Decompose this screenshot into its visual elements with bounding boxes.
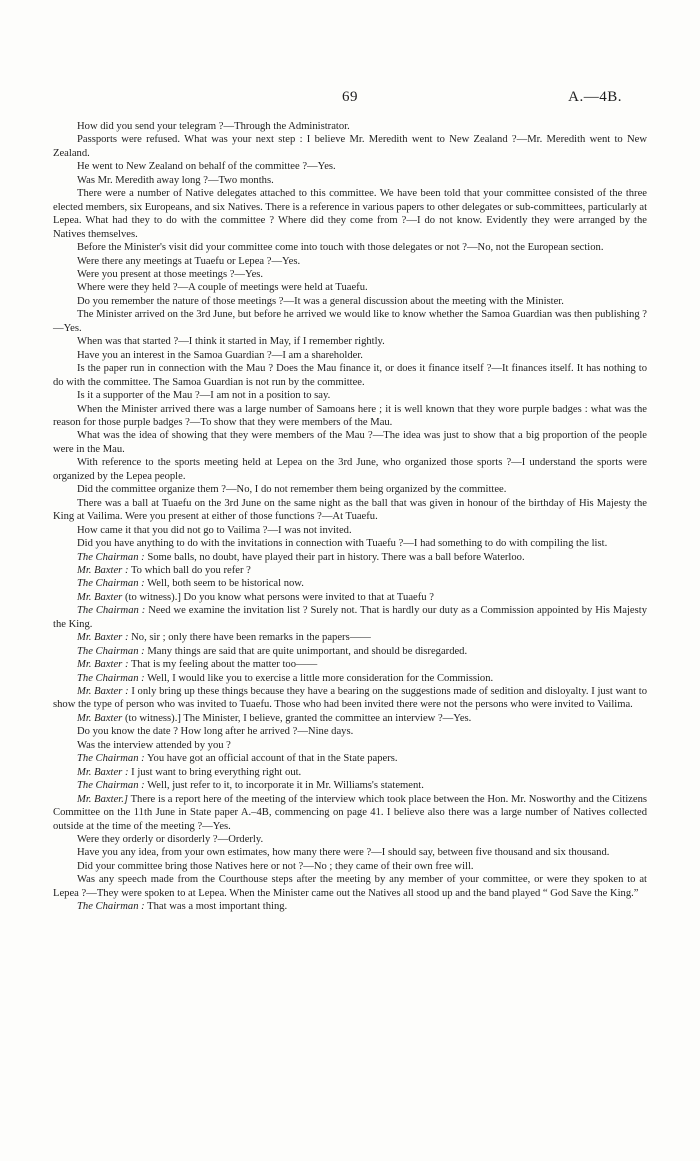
speaker-label: The Chairman : — [77, 672, 145, 684]
paragraph — [53, 779, 647, 792]
speaker-label: Mr. Baxter — [77, 591, 123, 603]
paragraph-text: No, sir ; only there have been remarks in the papers—— — [131, 632, 371, 644]
speaker-label: The Chairman : — [77, 901, 145, 913]
paragraph — [53, 160, 647, 173]
paragraph-text: I just want to bring everything right out. — [131, 766, 302, 778]
paragraph-text: Did the committee organize them ?—No, I do not remember them being organized by the committee. — [77, 484, 507, 496]
paragraph — [53, 281, 647, 294]
paragraph-text: You have got an official account of that in the State papers. — [146, 753, 398, 765]
paragraph — [53, 685, 647, 712]
paragraph-text: Where were they held ?—A couple of meetings were held at Tuaefu. — [77, 282, 368, 294]
paragraph — [53, 295, 647, 308]
paragraph-text: Is it a supporter of the Mau ?—I am not in a position to say. — [77, 390, 331, 402]
paragraph-text: Well, both seem to be historical now. — [147, 578, 304, 590]
speaker-label: Mr. Baxter : — [77, 659, 129, 671]
paragraph-text: Well, I would like you to exercise a little more consideration for the Commission. — [147, 672, 494, 684]
paragraph — [53, 456, 647, 483]
paragraph — [53, 403, 647, 430]
paragraph — [53, 631, 647, 644]
paragraph — [53, 645, 647, 658]
paragraph — [53, 429, 647, 456]
paragraph-text: Have you an interest in the Samoa Guardian ?—I am a shareholder. — [77, 349, 363, 361]
paragraph — [53, 268, 647, 281]
paragraph-text: What was the idea of showing that they were members of the Mau ?—The idea was just to show that a big proportion of the people were in the Mau. — [53, 430, 647, 455]
paragraph-text: Do you remember the nature of those meetings ?—It was a general discussion about the meeting with the Minister. — [77, 295, 564, 307]
paragraph-text: (to witness).] The Minister, I believe, granted the committee an interview ?—Yes. — [124, 712, 472, 724]
paragraph — [53, 483, 647, 496]
paragraph — [53, 712, 647, 725]
transcript-body — [53, 120, 647, 914]
speaker-label: Mr. Baxter : — [77, 686, 129, 698]
paragraph — [53, 846, 647, 859]
paragraph — [53, 658, 647, 671]
paragraph-text: Did you have anything to do with the invitations in connection with Tuaefu ?—I had something to do with compiling the list. — [77, 538, 608, 550]
paragraph — [53, 873, 647, 900]
paragraph — [53, 564, 647, 577]
paragraph-text: There is a report here of the meeting of the interview which took place between the Hon. Mr. Nosworthy and the Citizens Committee on the 11th June in State paper A.–4B, commencing on page 41. I believe also there was a large number of Natives collected outside at the time of the meeting ?—Yes. — [53, 793, 647, 832]
paragraph-text: I only bring up these things because they have a bearing on the suggestions made of sedition and disloyalty. I just want to show the type of person who was invited to Tuaefu. Those who had been invited there were not the persons who were invited to Vailima. — [53, 686, 647, 711]
paragraph-text: Some balls, no doubt, have played their part in history. There was a ball before Waterloo. — [147, 551, 525, 563]
paragraph-text: Have you any idea, from your own estimates, how many there were ?—I should say, between five thousand and six thousand. — [77, 847, 610, 859]
paragraph — [53, 577, 647, 590]
paragraph — [53, 860, 647, 873]
speaker-label: The Chairman : — [77, 645, 145, 657]
paragraph — [53, 187, 647, 241]
paragraph — [53, 604, 647, 631]
speaker-label: The Chairman : — [77, 578, 145, 590]
paragraph — [53, 497, 647, 524]
paragraph — [53, 255, 647, 268]
paragraph — [53, 833, 647, 846]
paragraph-text: Was any speech made from the Courthouse steps after the meeting by any member of your committee, or were they spoken to at Lepea ?—They were spoken to at Lepea. When the Minister came out the Natives all stood up and the band played “ God Save the King.” — [53, 874, 647, 899]
paragraph-text: Is the paper run in connection with the Mau ? Does the Mau finance it, or does it finance itself ?—It finances itself. It has nothing to do with the committee. The Samoa Guardian is not run by the committee. — [53, 363, 647, 388]
paragraph — [53, 362, 647, 389]
paragraph — [53, 766, 647, 779]
paragraph-text: Well, just refer to it, to incorporate it in Mr. Williams's statement. — [147, 780, 424, 792]
paragraph-text: Were they orderly or disorderly ?—Orderly. — [77, 834, 264, 846]
paragraph — [53, 308, 647, 335]
paragraph-text: When the Minister arrived there was a large number of Samoans here ; it is well known that they wore purple badges : what was the reason for those purple badges ?—To show that they were members of the Mau. — [53, 403, 647, 428]
paragraph-text: Many things are said that are quite unimportant, and should be disregarded. — [147, 645, 468, 657]
paragraph — [53, 537, 647, 550]
paragraph — [53, 120, 647, 133]
paragraph-text: With reference to the sports meeting held at Lepea on the 3rd June, who organized those sports ?—I understand the sports were organized by the Lepea people. — [53, 457, 647, 482]
paragraph-text: There were a number of Native delegates attached to this committee. We have been told that your committee consisted of the three elected members, six Europeans, and six Natives. There is a reference in various papers to other delegates or sub-committees, particularly at Lepea. What had they to do with the committee ? Where did they come from ?—I do not know. Evidently they were arranged by the Natives themselves. — [53, 188, 648, 240]
paragraph — [53, 133, 647, 160]
paragraph-text: How did you send your telegram ?—Through the Administrator. — [77, 121, 350, 132]
paragraph-text: Was the interview attended by you ? — [77, 739, 231, 751]
paragraph-text: Was Mr. Meredith away long ?—Two months. — [77, 174, 274, 186]
speaker-label: Mr. Baxter.] — [77, 793, 128, 805]
paragraph-text: (to witness).] Do you know what persons were invited to that at Tuaefu ? — [124, 591, 434, 603]
paragraph-text: Need we examine the invitation list ? Surely not. That is hardly our duty as a Commission appointed by His Majesty the King. — [53, 605, 647, 630]
paragraph-text: The Minister arrived on the 3rd June, but before he arrived we would like to know whether the Samoa Guardian was then publishing ?—Yes. — [53, 309, 647, 334]
paragraph-text: That was a most important thing. — [147, 901, 288, 913]
paragraph — [53, 335, 647, 348]
speaker-label: Mr. Baxter : — [77, 564, 129, 576]
speaker-label: Mr. Baxter — [77, 712, 123, 724]
paragraph-text: To which ball do you refer ? — [130, 564, 251, 576]
paragraph — [53, 752, 647, 765]
paragraph-text: When was that started ?—I think it started in May, if I remember rightly. — [77, 336, 385, 348]
speaker-label: The Chairman : — [77, 753, 145, 765]
speaker-label: The Chairman : — [77, 551, 145, 563]
speaker-label: Mr. Baxter : — [77, 632, 129, 644]
paragraph-text: There was a ball at Tuaefu on the 3rd June on the same night as the ball that was given in honour of the birthday of His Majesty the King at Vailima. Were you present at either of those functions ?—At Tuaefu. — [53, 497, 647, 523]
document-reference: A.—4B. — [568, 89, 622, 105]
paragraph-text: Were there any meetings at Tuaefu or Lepea ?—Yes. — [77, 255, 301, 267]
paragraph-text: Passports were refused. What was your next step : I believe Mr. Meredith went to New Zealand ?—Mr. Meredith went to New Zealand. — [53, 134, 647, 159]
paragraph — [53, 524, 647, 537]
paragraph-text: He went to New Zealand on behalf of the committee ?—Yes. — [77, 161, 336, 173]
paragraph — [53, 793, 647, 833]
paragraph-text: Do you know the date ? How long after he arrived ?—Nine days. — [77, 726, 354, 738]
speaker-label: The Chairman : — [77, 780, 145, 792]
paragraph — [53, 389, 647, 402]
paragraph — [53, 672, 647, 685]
paragraph — [53, 900, 647, 913]
paragraph — [53, 349, 647, 362]
paragraph-text: How came it that you did not go to Vailima ?—I was not invited. — [77, 524, 352, 536]
paragraph — [53, 551, 647, 564]
paragraph — [53, 725, 647, 738]
page-number: 69 — [342, 89, 358, 105]
paragraph — [53, 241, 647, 254]
paragraph-text: Were you present at those meetings ?—Yes. — [77, 268, 264, 280]
paragraph — [53, 739, 647, 752]
speaker-label: The Chairman : — [77, 605, 146, 617]
paragraph-text: Did your committee bring those Natives here or not ?—No ; they came of their own free will. — [77, 860, 474, 872]
speaker-label: Mr. Baxter : — [77, 766, 129, 778]
paragraph — [53, 591, 647, 604]
paragraph-text: Before the Minister's visit did your committee come into touch with those delegates or not ?—No, not the European section. — [77, 242, 604, 254]
paragraph — [53, 174, 647, 187]
paragraph-text: That is my feeling about the matter too—— — [130, 659, 318, 671]
